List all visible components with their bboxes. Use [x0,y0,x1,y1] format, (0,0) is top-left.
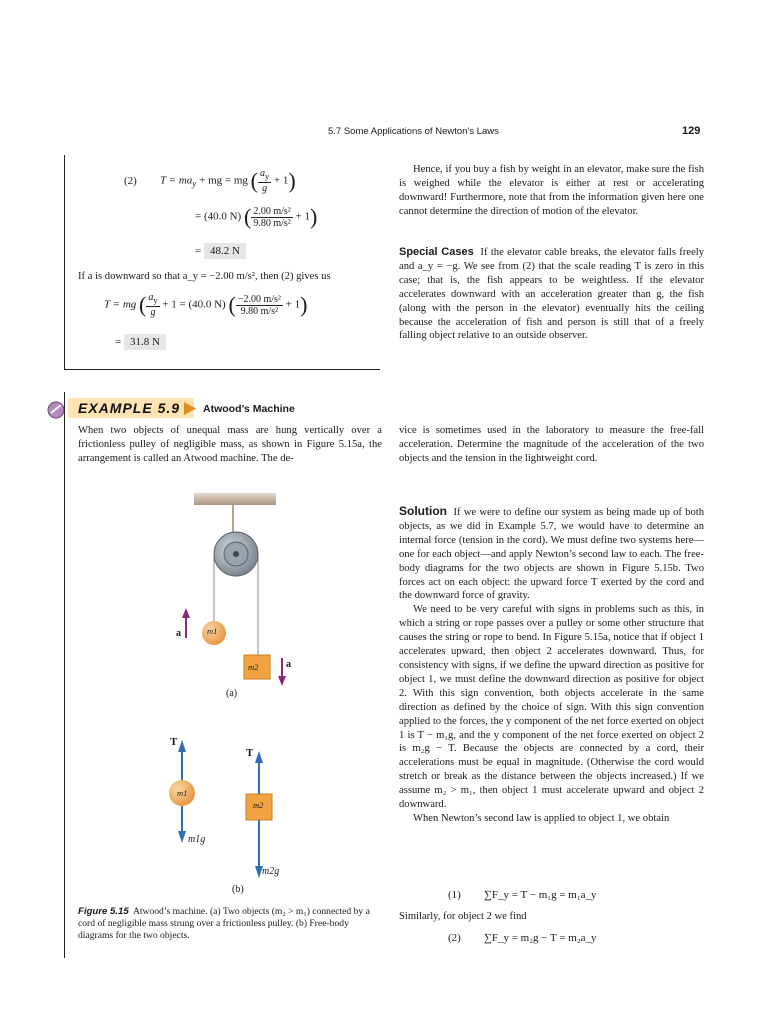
ceiling [194,493,276,505]
equation-2-label: (2) [124,175,137,187]
figure-caption: Figure 5.15 Atwood’s machine. (a) Two objects (m₂ > m₁) connected by a cord of negligible mass strung over a frictionless pulley. (b) Free-body diagrams for the two objects. [78,906,370,941]
example-intro-left: When two objects of unequal mass are hung vertically over a frictionless pulley of negligible mass, as shown in Figure 5.15a, the arrangement is called an Atwood machine. The de- [78,425,382,464]
example-intro-right: vice is sometimes used in the laboratory to measure the free-fall acceleration. Determine the magnitude of the acceleration of the two objects and the tension in the lightweight cord. [399,425,704,464]
solution-equation-2-label: (2) [448,932,461,944]
label-m2-b: m2 [253,800,264,810]
running-header: 5.7 Some Applications of Newton’s Laws [328,126,499,137]
special-cases-heading: Special Cases [399,246,474,258]
label-m1-a: m1 [207,626,218,636]
left-rule [64,155,65,369]
equation-tension-numeric-up: = (40.0 N) ( $\frac{\text{2.00 m/s²}}{\text{9.80 m/s²}}$ + 1) [195,204,318,229]
special-cases-paragraph: Special Cases If the elevator cable breaks, the elevator falls freely and a_y = −g. We see from (2) that the scale reading T is zero in this case; that is, the fish appears to be weightless. If the elevator accelerates downward with an acceleration greater than g, the fish (along with the person in the elevator) eventually hits the ceiling because the acceleration of fish and person is still that of a freely falling object relative to an outside observer. [399,246,705,342]
page-number: 129 [682,125,701,137]
answer-row-2: = 31.8 N [115,334,166,350]
solution-text: Solution If we were to define our system as being made up of both objects, as we did in Example 5.7, we would have to determine an internal force (tension in the cord). We must define two systems here—one for each object—and apply Newton’s second law to each. The free-body diagrams for the two objects are shown in Figure 5.15b. Two forces act on each object: the upward force T exerted by the cord and the downward force of gravity. We need to be very careful with signs in problems such as this, in which a string or rope passes over a pulley or some other structure that causes the string or rope to bend. In Figure 5.15a, notice that if object 1 accelerates upward, then object 2 accelerates downward. Thus, for consistency with signs, if we define the upward direction as positive for object 1, we must define the downward direction as positive for object 2. With this sign convention, both objects accelerate in the same direction as defined by the choice of sign. With this sign convention applied to the forces, the y component of the net force exerted on object 1 is T − m₁g, and the y component of the net force exerted on object 2 is m₂g − T. Because the objects are connected by a cord, their accelerations must be equal in magnitude. (Otherwise the cord would stretch or break as the distance between the objects increased.) If we assume m₂ > m₁, then object 1 must accelerate upward and object 2 downward. When Newton’s second law is applied to object 1, we obtain [399,504,705,824]
answer-box-1: 48.2 N [204,243,246,259]
answer-row-1: = 48.2 N [195,243,246,259]
solution-equation-1-label: (1) [448,889,461,901]
equation-tension-numeric-down: T = mg ( $\frac{a_y}{g}$ + 1 = (40.0 N) ( $\frac{\text{−2.00 m/s²}}{\text{9.80 m/s²}}$ + 1) [104,292,308,318]
label-tension-right: T [246,747,254,759]
equation-tension-general: $T = ma_y$ + mg = mg ( $\frac{a_y}{g}$ + 1) [160,168,296,194]
figure-atwood-machine [160,488,320,888]
bottom-rule [64,369,380,370]
answer-box-2: 31.8 N [124,334,166,350]
label-weight-m2: m2g [262,866,280,877]
label-weight-m1: m1g [188,834,206,845]
similarly-text: Similarly, for object 2 we find [399,911,527,922]
arrow-marker-icon [184,402,198,415]
example-title: Atwood’s Machine [203,403,295,415]
label-m1-b: m1 [177,788,188,798]
fish-elevator-paragraph: Hence, if you buy a fish by weight in an elevator, make sure the fish is weighed while the elevator is either at rest or accelerating downward! Furthermore, note that from the information given here one cannot determine the direction of motion of the elevator. [399,164,704,217]
solution-equation-1: ∑F_y = T − m₁g = m₁a_y [484,889,597,901]
example-label: EXAMPLE 5.9 [78,400,181,416]
downward-condition-text: If a is downward so that a_y = −2.00 m/s², then (2) gives us [78,271,331,282]
label-acceleration-right: a [286,659,291,670]
solution-equation-2: ∑F_y = m₂g − T = m₂a_y [484,932,597,944]
subfigure-label-a: (a) [226,688,238,699]
solution-heading: Solution [399,504,447,518]
example-left-rule [64,392,65,958]
label-acceleration-left: a [176,628,181,639]
label-m2-a: m2 [248,662,259,672]
subfigure-label-b: (b) [232,884,244,895]
label-tension-left: T [170,736,178,748]
